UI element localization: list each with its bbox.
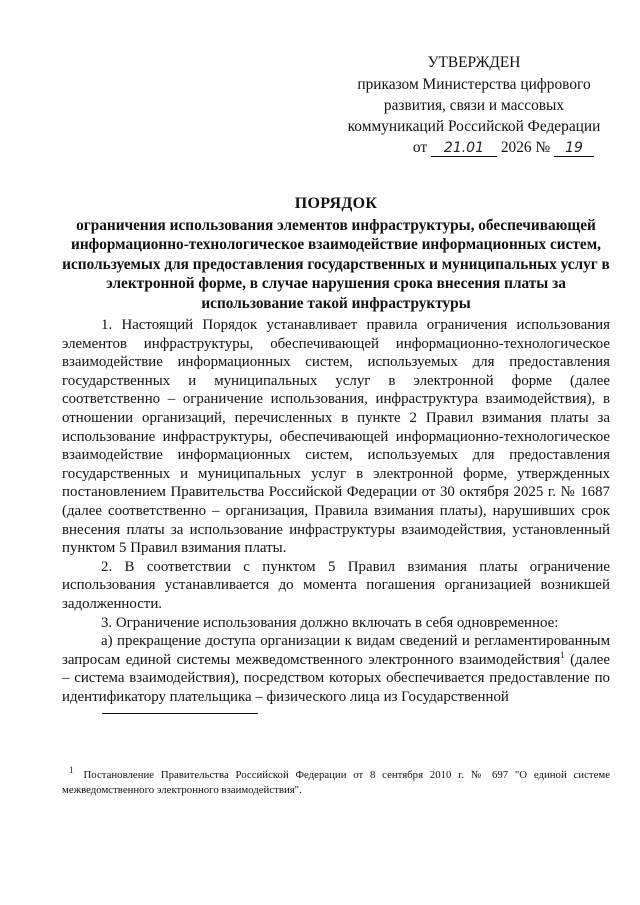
handwritten-number: 19 [554, 140, 594, 157]
document-body [62, 316, 610, 706]
approval-title: УТВЕРЖДЕН [427, 54, 521, 71]
paragraph-2: 2. В соответствии с пунктом 5 Правил взимания платы ограничение использования устанавливается до момента погашения организацией возникшей задолженности. [62, 558, 610, 612]
paragraph-1: 1. Настоящий Порядок устанавливает правила ограничения использования элементов инфраструктуры, обеспечивающей информационно-технологическое взаимодействие информационных систем, используемых для предоставления государственных и муниципальных услуг в электронной форме (далее соответственно – ограничение использования, инфраструктура взаимодействия), в отношении организаций, перечисленных в пункте 2 Правил взимания платы за использование инфраструктуры, обеспечивающей информационно-технологическое взаимодействие информационных систем, используемых для предоставления государственных и муниципальных услуг в электронной форме, утвержденных постановлением Правительства Российской Федерации от 30 октября 2025 г. № 1687 (далее соответственно – организация, Правила взимания платы), нарушивших срок внесения платы за использование инфраструктуры взаимодействия, установленный пунктом 5 Правил взимания платы. [62, 317, 610, 557]
paragraph-3a-start: а) прекращение доступа организации к видам сведений и регламентированным запросам единой системы межведомственного электронного взаимодействия [62, 633, 610, 668]
approval-year: 2026 [500, 139, 532, 156]
number-sign: № [535, 139, 551, 156]
paragraph-3a-end: (далее – система взаимодействия), посредством которых обеспечивается предоставление по идентификатору плательщика – физического лица из Государственной [62, 651, 610, 705]
footnote [62, 765, 610, 798]
document-title [60, 194, 612, 314]
handwritten-date: 21.01 [431, 140, 497, 157]
footnote-reference: 1 [560, 649, 565, 660]
approval-line-2: развития, связи и массовых [383, 97, 565, 114]
paragraph-3: 3. Ограничение использования должно включать в себя одновременное: [101, 614, 559, 631]
title-main: ПОРЯДОК [294, 195, 378, 212]
paragraph-3a [62, 632, 610, 706]
approval-line-3: коммуникаций Российской Федерации [347, 118, 601, 135]
title-subtitle: ограничения использования элементов инфраструктуры, обеспечивающей информационно-технологическое взаимодействие информационных систем, используемых для предоставления государственных и муниципальных услуг в электронной форме, в случае нарушения срока внесения платы за использование такой инфраструктуры [62, 216, 610, 312]
approval-stamp [336, 52, 612, 158]
footnote-mark: 1 [69, 765, 74, 776]
footnote-separator [102, 713, 258, 714]
date-prefix: от [412, 139, 428, 156]
footnote-text: Постановление Правительства Российской Федерации от 8 сентября 2010 г. № 697 "О единой системе межведомственного электронного взаимодействия". [62, 769, 610, 796]
approval-date-line [336, 137, 612, 158]
approval-line-1: приказом Министерства цифрового [357, 76, 591, 93]
